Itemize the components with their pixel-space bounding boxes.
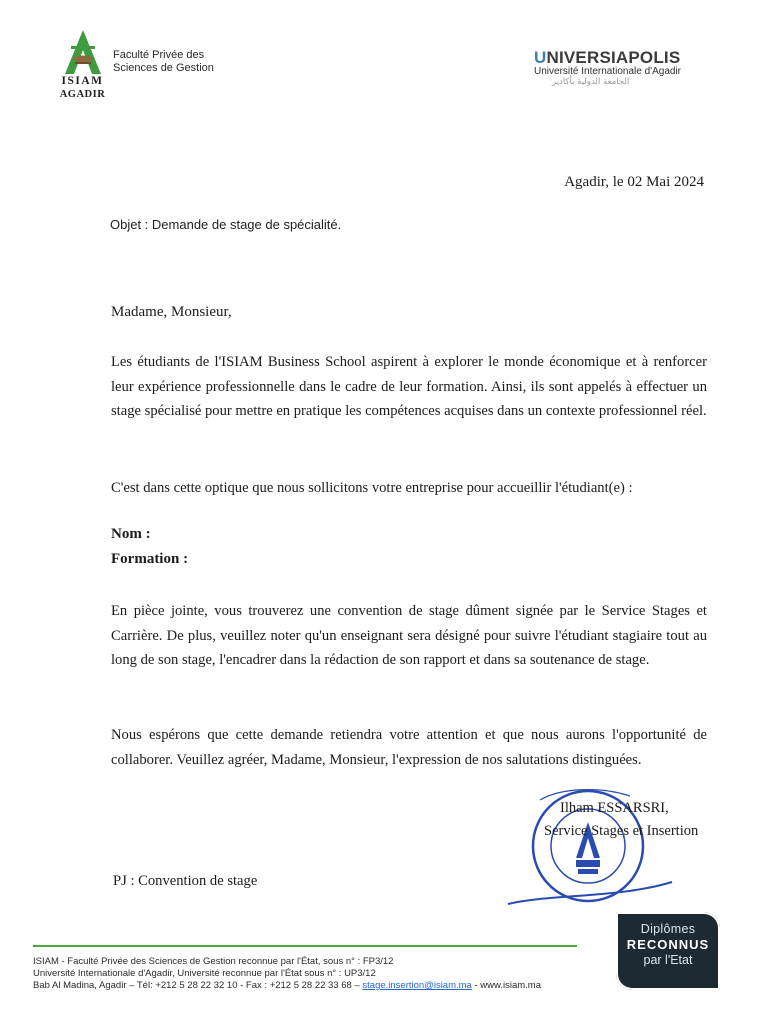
badge-line3: par l'Etat: [643, 953, 693, 967]
field-formation-label: Formation :: [111, 551, 189, 567]
isiam-city: AGADIR: [59, 89, 106, 100]
badge-line2: RECONNUS: [626, 937, 710, 952]
universiapolis-name-rest: NIVERSIAPOLIS: [546, 48, 681, 67]
signature-name: Ilham ESSARSRI,: [560, 800, 669, 816]
universiapolis-name: [534, 48, 680, 68]
diplomes-reconnus-badge: [616, 912, 720, 990]
footer-email-link[interactable]: stage.insertion@isiam.ma: [362, 980, 472, 991]
footer-address: Bab Al Madina, Agadir – Tél: +212 5 28 22 32 10 - Fax : +212 5 28 22 33 68 –: [33, 980, 363, 991]
letter-subject: Objet : Demande de stage de spécialité.: [110, 217, 342, 232]
universiapolis-logo: [534, 48, 694, 93]
isiam-emblem-icon: [61, 28, 105, 76]
universiapolis-arabic: الجامعة الدولية بأكادير: [552, 77, 630, 87]
letter-salutation: Madame, Monsieur,: [111, 304, 232, 320]
footer-contact: [33, 980, 541, 991]
footer-line1: ISIAM - Faculté Privée des Sciences de Gestion reconnue par l'État, sous n° : FP3/12: [33, 956, 394, 967]
isiam-logo: [55, 26, 225, 106]
footer-separator: -: [471, 980, 481, 991]
footer-divider: [33, 945, 577, 947]
paragraph-intro: Les étudiants de l'ISIAM Business School aspirent à explorer le monde économique et à renforcer leur expérience professionnelle dans le cadre de leur formation. Ainsi, ils sont appelés à effectuer un stage spécialisé pour mettre en pratique les compétences acquises dans un contexte professionnel réel.: [111, 354, 707, 419]
paragraph-attachment: En pièce jointe, vous trouverez une convention de stage dûment signée par le Service Stages et Carrière. De plus, veuillez noter qu'un enseignant sera désigné pour suivre l'étudiant stagiaire tout au long de son stage, l'encadrer dans la rédaction de son rapport et dans sa soutenance de stage.: [111, 603, 707, 668]
letter-date: Agadir, le 02 Mai 2024: [564, 174, 704, 190]
footer-line2: Université Internationale d'Agadir, Université reconnue par l'État sous n° : UP3/12: [33, 968, 376, 979]
isiam-faculty-line2: Sciences de Gestion: [113, 62, 214, 74]
isiam-name: ISIAM: [61, 75, 104, 87]
signature-service: Service Stages et Insertion: [544, 823, 699, 839]
field-nom-label: Nom :: [111, 526, 151, 542]
universiapolis-first-letter: U: [534, 48, 547, 67]
isiam-faculty-line1: Faculté Privée des: [113, 49, 205, 61]
badge-line1: Diplômes: [640, 922, 696, 936]
attachment-note: PJ : Convention de stage: [113, 873, 258, 889]
footer-website[interactable]: www.isiam.ma: [480, 980, 541, 991]
isiam-faculty-text: [113, 49, 214, 75]
universiapolis-subtitle: Université Internationale d'Agadir: [534, 66, 681, 77]
paragraph-request: C'est dans cette optique que nous sollicitons votre entreprise pour accueillir l'étudiant(e) :: [111, 480, 633, 496]
paragraph-closing: Nous espérons que cette demande retiendra votre attention et que nous aurons l'opportunité de collaborer. Veuillez agréer, Madame, Monsieur, l'expression de nos salutations distinguées.: [111, 727, 707, 768]
